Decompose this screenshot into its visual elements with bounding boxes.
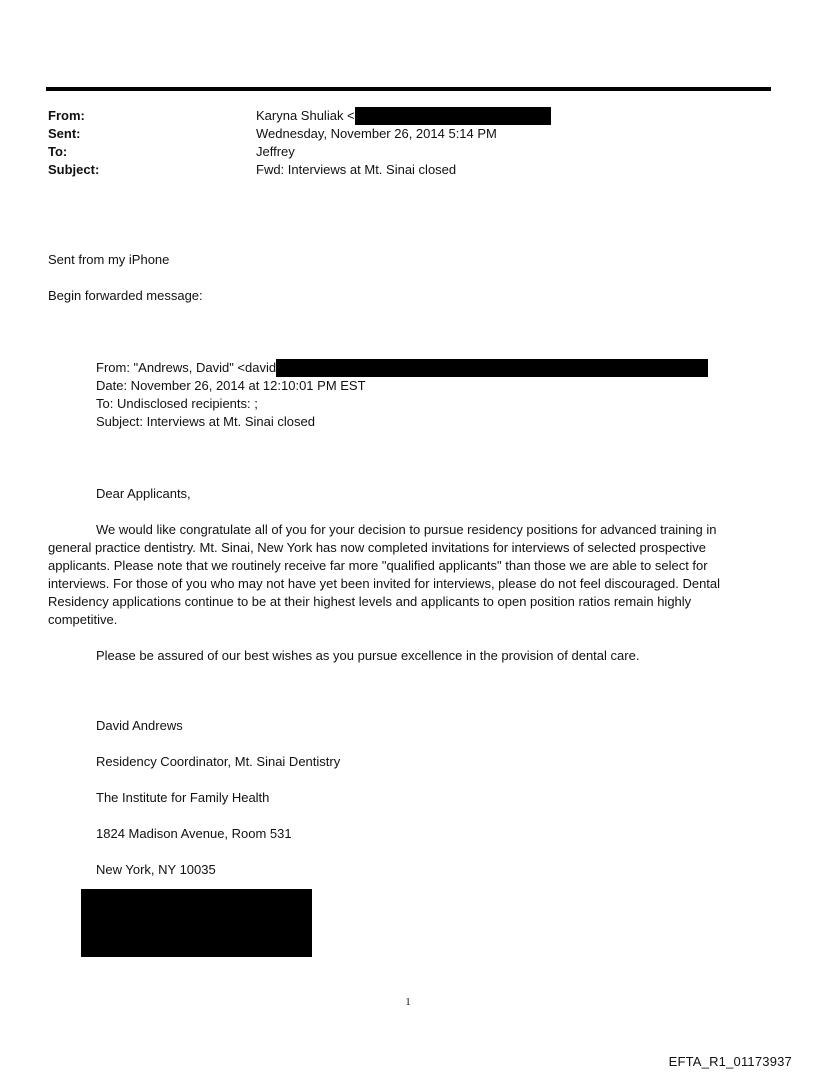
redaction-box	[276, 359, 708, 377]
begin-forwarded-line: Begin forwarded message:	[48, 288, 203, 303]
forwarded-from-text: From: "Andrews, David" <david	[96, 360, 277, 375]
body-paragraph-2: Please be assured of our best wishes as you pursue excellence in the provision of dental care.	[96, 648, 640, 663]
redaction-box	[355, 107, 551, 125]
signature-title: Residency Coordinator, Mt. Sinai Dentistry	[96, 754, 341, 769]
subject-label: Subject:	[48, 162, 100, 177]
page-number: 1	[405, 996, 411, 1008]
to-value: Jeffrey	[256, 144, 295, 159]
document-id: EFTA_R1_01173937	[668, 1054, 792, 1069]
from-label: From:	[48, 108, 85, 123]
forwarded-from-line	[96, 359, 708, 377]
sent-label: Sent:	[48, 126, 81, 141]
sent-value: Wednesday, November 26, 2014 5:14 PM	[256, 126, 497, 141]
redaction-block	[81, 889, 312, 957]
header-rule	[46, 87, 771, 91]
forwarded-to-line: To: Undisclosed recipients: ;	[96, 396, 258, 411]
from-value	[256, 107, 551, 125]
signature-address-2: New York, NY 10035	[96, 862, 216, 877]
forwarded-date-line: Date: November 26, 2014 at 12:10:01 PM EST	[96, 378, 366, 393]
to-label: To:	[48, 144, 68, 159]
signature-name: David Andrews	[96, 718, 183, 733]
subject-value: Fwd: Interviews at Mt. Sinai closed	[256, 162, 457, 177]
forwarded-subject-line: Subject: Interviews at Mt. Sinai closed	[96, 414, 315, 429]
sent-from-line: Sent from my iPhone	[48, 252, 170, 267]
from-name: Karyna Shuliak <	[256, 108, 355, 123]
signature-org: The Institute for Family Health	[96, 790, 270, 805]
signature-address-1: 1824 Madison Avenue, Room 531	[96, 826, 292, 841]
body-paragraph-1: We would like congratulate all of you for your decision to pursue residency positions for advanced training in general practice dentistry. Mt. Sinai, New York has now completed invitations for interviews of selected prospective applicants. Please note that we routinely receive far more "qualified applicants" than those we are able to select for interviews. For those of you who may not have yet been invited for interviews, please do not feel discouraged. Dental Residency applications continue to be at their highest levels and applicants to open position ratios remain highly competitive.	[48, 522, 721, 627]
greeting: Dear Applicants,	[96, 486, 191, 501]
